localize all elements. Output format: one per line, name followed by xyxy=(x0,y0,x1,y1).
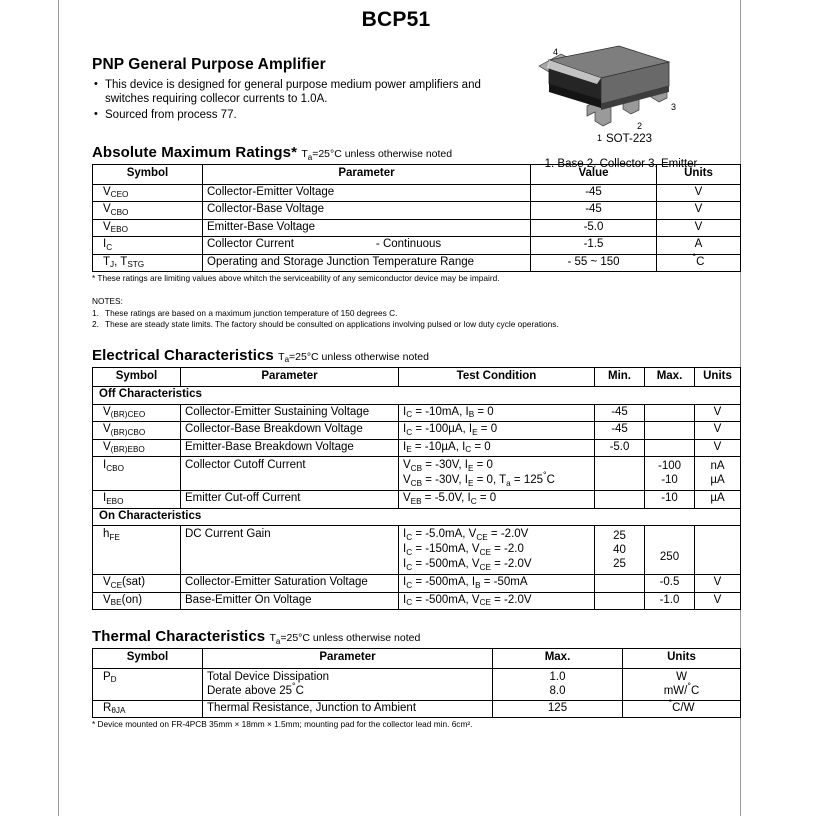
cell-max-line: -100 xyxy=(657,460,682,473)
section-condition: $T_a=25^\circ C$ unless otherwise noted xyxy=(301,148,453,162)
cell-parameter: Emitter-Base Breakdown Voltage xyxy=(181,439,399,457)
table-row xyxy=(93,202,741,220)
cell-test-condition: $I_E = -10\mu A$, $I_C = 0$ xyxy=(399,439,595,457)
datasheet-page xyxy=(58,0,740,816)
cell-symbol: $V_{(BR)CEO}$ xyxy=(93,404,181,422)
column-header-units: Units xyxy=(623,649,741,669)
cell-max xyxy=(645,457,695,491)
thermal-characteristics-body xyxy=(93,668,741,718)
cell-min xyxy=(595,526,645,575)
package-pin-label-3: 3 xyxy=(671,102,677,112)
cell-symbol: $V_{CE}(sat)$ xyxy=(93,575,181,593)
note-number: 1. xyxy=(92,307,99,318)
cell-max-line: 8.0 xyxy=(549,684,566,697)
cell-max: -0.5 xyxy=(645,575,695,593)
package-name: SOT-223 xyxy=(605,133,653,145)
cell-units: V xyxy=(657,219,741,237)
column-header-value: Value xyxy=(531,165,657,185)
table-row xyxy=(93,184,741,202)
list-item xyxy=(92,308,740,320)
table-row xyxy=(93,422,741,440)
cell-parameter: Collector-Emitter Voltage xyxy=(203,184,531,202)
cell-symbol: $V_{BE}(on)$ xyxy=(93,592,181,610)
note-text: These ratings are based on a maximum junction temperature of 150 degrees C. xyxy=(105,307,398,318)
cell-parameter: Collector-Base Breakdown Voltage xyxy=(181,422,399,440)
table-header-row xyxy=(93,649,741,669)
cell-test-condition: $V_{EB} = -5.0V$, $I_C = 0$ xyxy=(399,491,595,509)
cell-max: 125 xyxy=(493,700,623,718)
cell-parameter: Emitter Cut-off Current xyxy=(181,491,399,509)
column-header-parameter: Parameter xyxy=(203,165,531,185)
section-heading-text: Thermal Characteristics xyxy=(92,628,266,646)
column-header-max: Max. xyxy=(645,367,695,387)
column-header-parameter: Parameter xyxy=(181,367,399,387)
note-text: These are steady state limits. The factory should be consulted on applications involving pulsed or low duty cycle operations. xyxy=(105,319,559,330)
cell-symbol: $P_D$ xyxy=(93,668,203,700)
cell-parameter-main: Collector Current xyxy=(207,238,294,251)
group-label-off-characteristics: Off Characteristics xyxy=(93,387,741,405)
cell-units: °C xyxy=(657,254,741,272)
table-row xyxy=(93,592,741,610)
cell-max: -10 xyxy=(645,491,695,509)
absolute-maximum-ratings-table xyxy=(92,164,741,272)
cell-units: V xyxy=(695,422,741,440)
cell-max xyxy=(645,526,695,575)
electrical-characteristics-heading xyxy=(58,347,740,364)
page-title: BCP51 xyxy=(361,8,431,31)
cell-units: A xyxy=(657,237,741,255)
cell-min-line: 25 xyxy=(613,557,626,570)
cell-units: V xyxy=(657,202,741,220)
absolute-maximum-ratings-footnote: * These ratings are limiting values above whitch the serviceability of any semiconductor device may be impaird. xyxy=(92,273,500,284)
list-item: • Sourced from process 77. xyxy=(92,108,522,122)
cell-symbol: $V_{CBO}$ xyxy=(93,202,203,220)
thermal-characteristics-footnote: * Device mounted on FR-4PCB 35mm × 18mm × 1.5mm; mounting pad for the collector lead min. 6cm². xyxy=(92,719,473,730)
list-item xyxy=(92,319,740,331)
cell-parameter: Emitter-Base Voltage xyxy=(203,219,531,237)
cell-value: -45 xyxy=(531,202,657,220)
section-condition: $T_a=25^\circ C$ unless otherwise noted xyxy=(278,350,429,365)
section-condition: $T_a=25^\circ C$ unless otherwise noted xyxy=(269,632,421,646)
cell-parameter: Collector-Emitter Sustaining Voltage xyxy=(181,404,399,422)
cell-symbol: $V_{(BR)EBO}$ xyxy=(93,439,181,457)
cell-symbol: $I_{CBO}$ xyxy=(93,457,181,491)
section-heading-text: Absolute Maximum Ratings* xyxy=(92,144,298,162)
column-header-symbol: Symbol xyxy=(93,649,203,669)
cell-max xyxy=(645,439,695,457)
section-heading-text: Electrical Characteristics xyxy=(92,346,274,364)
cell-symbol: $V_{(BR)CBO}$ xyxy=(93,422,181,440)
cell-symbol: $I_{EBO}$ xyxy=(93,491,181,509)
table-row xyxy=(93,404,741,422)
cell-parameter: DC Current Gain xyxy=(181,526,399,575)
table-header-row xyxy=(93,367,741,387)
cell-min: -45 xyxy=(595,422,645,440)
cell-test-condition: $I_C = -10mA$, $I_B = 0$ xyxy=(399,404,595,422)
feature-list xyxy=(92,78,522,122)
cell-symbol: $h_{FE}$ xyxy=(93,526,181,575)
electrical-characteristics-body xyxy=(93,387,741,610)
cell-units: °C/W xyxy=(623,700,741,718)
cell-max-line: -10 xyxy=(661,474,678,487)
cell-units xyxy=(623,668,741,700)
notes-heading: NOTES: xyxy=(92,296,123,307)
cell-max-line: 250 xyxy=(659,550,680,563)
cell-parameter-line: Derate above 25°C xyxy=(207,680,304,697)
notes-block xyxy=(92,296,740,331)
cell-parameter: Collector Cutoff Current xyxy=(181,457,399,491)
cell-max xyxy=(493,668,623,700)
table-row xyxy=(93,237,741,255)
table-row xyxy=(93,700,741,718)
cell-units: V xyxy=(695,575,741,593)
column-header-max: Max. xyxy=(493,649,623,669)
cell-max xyxy=(645,404,695,422)
cell-value: - 55 ~ 150 xyxy=(531,254,657,272)
cell-parameter-line: Total Device Dissipation xyxy=(207,670,330,683)
table-group-row xyxy=(93,387,741,405)
list-item: • This device is designed for general purpose medium power amplifiers and switches requiring collecor currents to 1.0A. xyxy=(92,78,522,107)
absolute-maximum-ratings-body xyxy=(93,184,741,272)
cell-test-condition: $I_C = -5.0mA$, $V_{CE} = -2.0V$ $I_C = -150mA$, $V_{CE} = -2.0$ $I_C = -500mA$, $V_{CE} = -2.0V$ xyxy=(399,526,595,575)
cell-max: -1.0 xyxy=(645,592,695,610)
table-row xyxy=(93,219,741,237)
cell-units: V xyxy=(695,439,741,457)
cell-parameter xyxy=(203,668,493,700)
cell-units: V xyxy=(695,592,741,610)
thermal-characteristics-table xyxy=(92,648,741,718)
sot223-package-icon xyxy=(531,38,711,146)
intro-text-block xyxy=(92,56,522,122)
table-row xyxy=(93,254,741,272)
cell-min xyxy=(595,592,645,610)
cell-units xyxy=(695,457,741,491)
table-row xyxy=(93,491,741,509)
cell-symbol: $T_J$, $T_{STG}$ xyxy=(93,254,203,272)
cell-parameter: Collector-Emitter Saturation Voltage xyxy=(181,575,399,593)
cell-min: -45 xyxy=(595,404,645,422)
cell-units-line: nA xyxy=(710,460,725,473)
cell-parameter-qualifier: - Continuous xyxy=(375,238,442,251)
column-header-min: Min. xyxy=(595,367,645,387)
column-header-units: Units xyxy=(695,367,741,387)
cell-max xyxy=(645,422,695,440)
cell-parameter xyxy=(203,237,531,255)
cell-units: V xyxy=(657,184,741,202)
table-row xyxy=(93,439,741,457)
cell-test-condition: $V_{CB} = -30V$, $I_E = 0$ $V_{CB} = -30V$, $I_E = 0$, $T_a = 125^\circ C$ xyxy=(399,457,595,491)
column-header-test-condition: Test Condition xyxy=(399,367,595,387)
cell-units: V xyxy=(695,404,741,422)
cell-max-line: 1.0 xyxy=(549,670,566,683)
cell-value: -5.0 xyxy=(531,219,657,237)
package-pin-label-4: 4 xyxy=(553,47,559,57)
column-header-units: Units xyxy=(657,165,741,185)
table-group-row xyxy=(93,508,741,526)
cell-value: -1.5 xyxy=(531,237,657,255)
device-type-heading: PNP General Purpose Amplifier xyxy=(92,56,326,73)
cell-parameter: Collector-Base Voltage xyxy=(203,202,531,220)
column-header-symbol: Symbol xyxy=(93,367,181,387)
cell-min xyxy=(595,457,645,491)
package-pin-label-1: 1 xyxy=(597,133,603,143)
cell-test-condition: $I_C = -500mA$, $I_B = -50mA$ xyxy=(399,575,595,593)
table-row xyxy=(93,526,741,575)
cell-symbol: $I_C$ xyxy=(93,237,203,255)
cell-units xyxy=(695,526,741,575)
cell-min: -5.0 xyxy=(595,439,645,457)
cell-symbol: $V_{EBO}$ xyxy=(93,219,203,237)
cell-test-condition: $I_C = -500mA$, $V_{CE} = -2.0V$ xyxy=(399,592,595,610)
notes-list xyxy=(92,308,740,331)
package-diagram xyxy=(516,38,726,170)
table-row xyxy=(93,457,741,491)
cell-min-line: 25 xyxy=(613,529,626,542)
cell-test-condition: $I_C = -100\mu A$, $I_E = 0$ xyxy=(399,422,595,440)
cell-symbol: $V_{CEO}$ xyxy=(93,184,203,202)
cell-units-line: mW/°C xyxy=(663,680,700,697)
cell-symbol: $R_{\theta JA}$ xyxy=(93,700,203,718)
package-pin-legend: 1. Base 2. Collector 3. Emitter xyxy=(544,158,698,170)
electrical-characteristics-table xyxy=(92,367,741,611)
cell-min-line: 40 xyxy=(613,543,626,556)
cell-parameter: Operating and Storage Junction Temperature Range xyxy=(203,254,531,272)
group-label-on-characteristics: On Characteristics xyxy=(93,508,741,526)
column-header-symbol: Symbol xyxy=(93,165,203,185)
note-number: 2. xyxy=(92,319,99,330)
cell-value: -45 xyxy=(531,184,657,202)
package-pin-label-2: 2 xyxy=(637,121,643,131)
cell-min xyxy=(595,575,645,593)
thermal-characteristics-heading xyxy=(58,628,740,645)
cell-min xyxy=(595,491,645,509)
cell-units-line: W xyxy=(676,670,687,683)
cell-parameter: Base-Emitter On Voltage xyxy=(181,592,399,610)
cell-units-line: µA xyxy=(710,474,725,487)
cell-units: µA xyxy=(695,491,741,509)
cell-parameter: Thermal Resistance, Junction to Ambient xyxy=(203,700,493,718)
column-header-parameter: Parameter xyxy=(203,649,493,669)
table-row xyxy=(93,575,741,593)
table-row xyxy=(93,668,741,700)
